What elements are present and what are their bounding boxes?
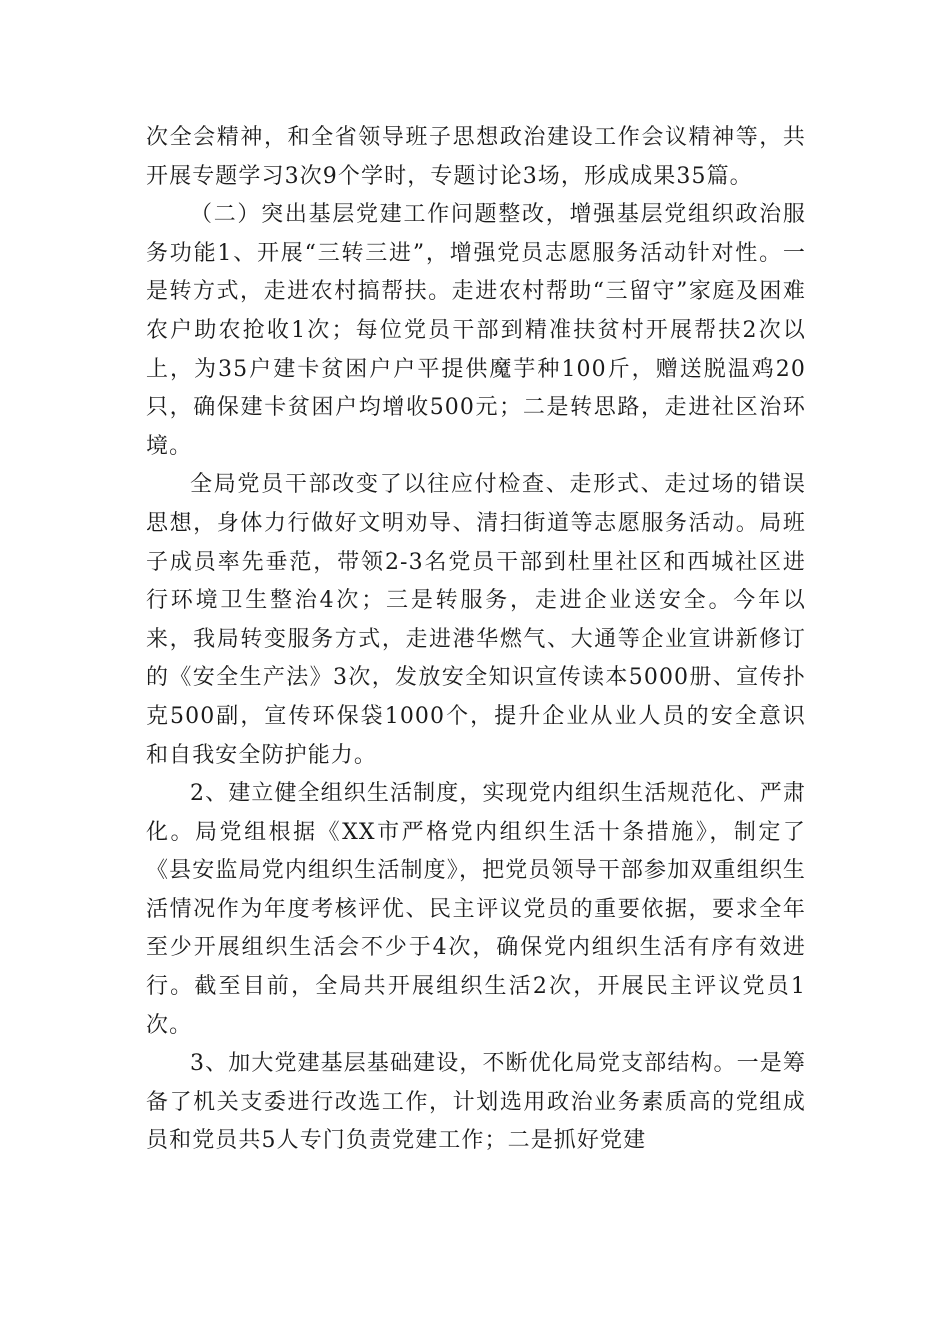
paragraph-grassroots-building: 3、加大党建基层基础建设，不断优化局党支部结构。一是筹备了机关支委进行改选工作，计划选用政治业务素质高的党组成员和党员共5人专门负责党建工作；二是抓好党建 (146, 1051, 806, 1154)
paragraph-section-two: （二）突出基层党建工作问题整改，增强基层党组织政治服务功能1、开展“三转三进”，增强党员志愿服务活动针对性。一是转方式，走进农村搞帮扶。走进农村帮助“三留守”家庭及困难农户助农抢收1次；每位党员干部到精准扶贫村开展帮扶2次以上，为35户建卡贫困户户平提供魔芋种100斤，赠送脱温鸡20只，确保建卡贫困户均增收500元；二是转思路，走进社区治环境。 (146, 202, 806, 459)
paragraph-organization-life: 2、建立健全组织生活制度，实现党内组织生活规范化、严肃化。局党组根据《XX市严格党内组织生活十条措施》，制定了《县安监局党内组织生活制度》，把党员领导干部参加双重组织生活情况作为年度考核评优、民主评议党员的重要依据，要求全年至少开展组织生活会不少于4次，确保党内组织生活有序有效进行。截至目前，全局共开展组织生活2次，开展民主评议党员1次。 (146, 781, 806, 1038)
paragraph-continuation: 次全会精神，和全省领导班子思想政治建设工作会议精神等，共开展专题学习3次9个学时，专题讨论3场，形成成果35篇。 (146, 125, 806, 189)
paragraph-volunteer-service: 全局党员干部改变了以往应付检查、走形式、走过场的错误思想，身体力行做好文明劝导、清扫街道等志愿服务活动。局班子成员率先垂范，带领2-3名党员干部到杜里社区和西城社区进行环境卫生整治4次；三是转服务，走进企业送安全。今年以来，我局转变服务方式，走进港华燃气、大通等企业宣讲新修订的《安全生产法》3次，发放安全知识宣传读本5000册、宣传扑克500副，宣传环保袋1000个，提升企业从业人员的安全意识和自我安全防护能力。 (146, 472, 806, 768)
document-body (146, 119, 806, 1161)
